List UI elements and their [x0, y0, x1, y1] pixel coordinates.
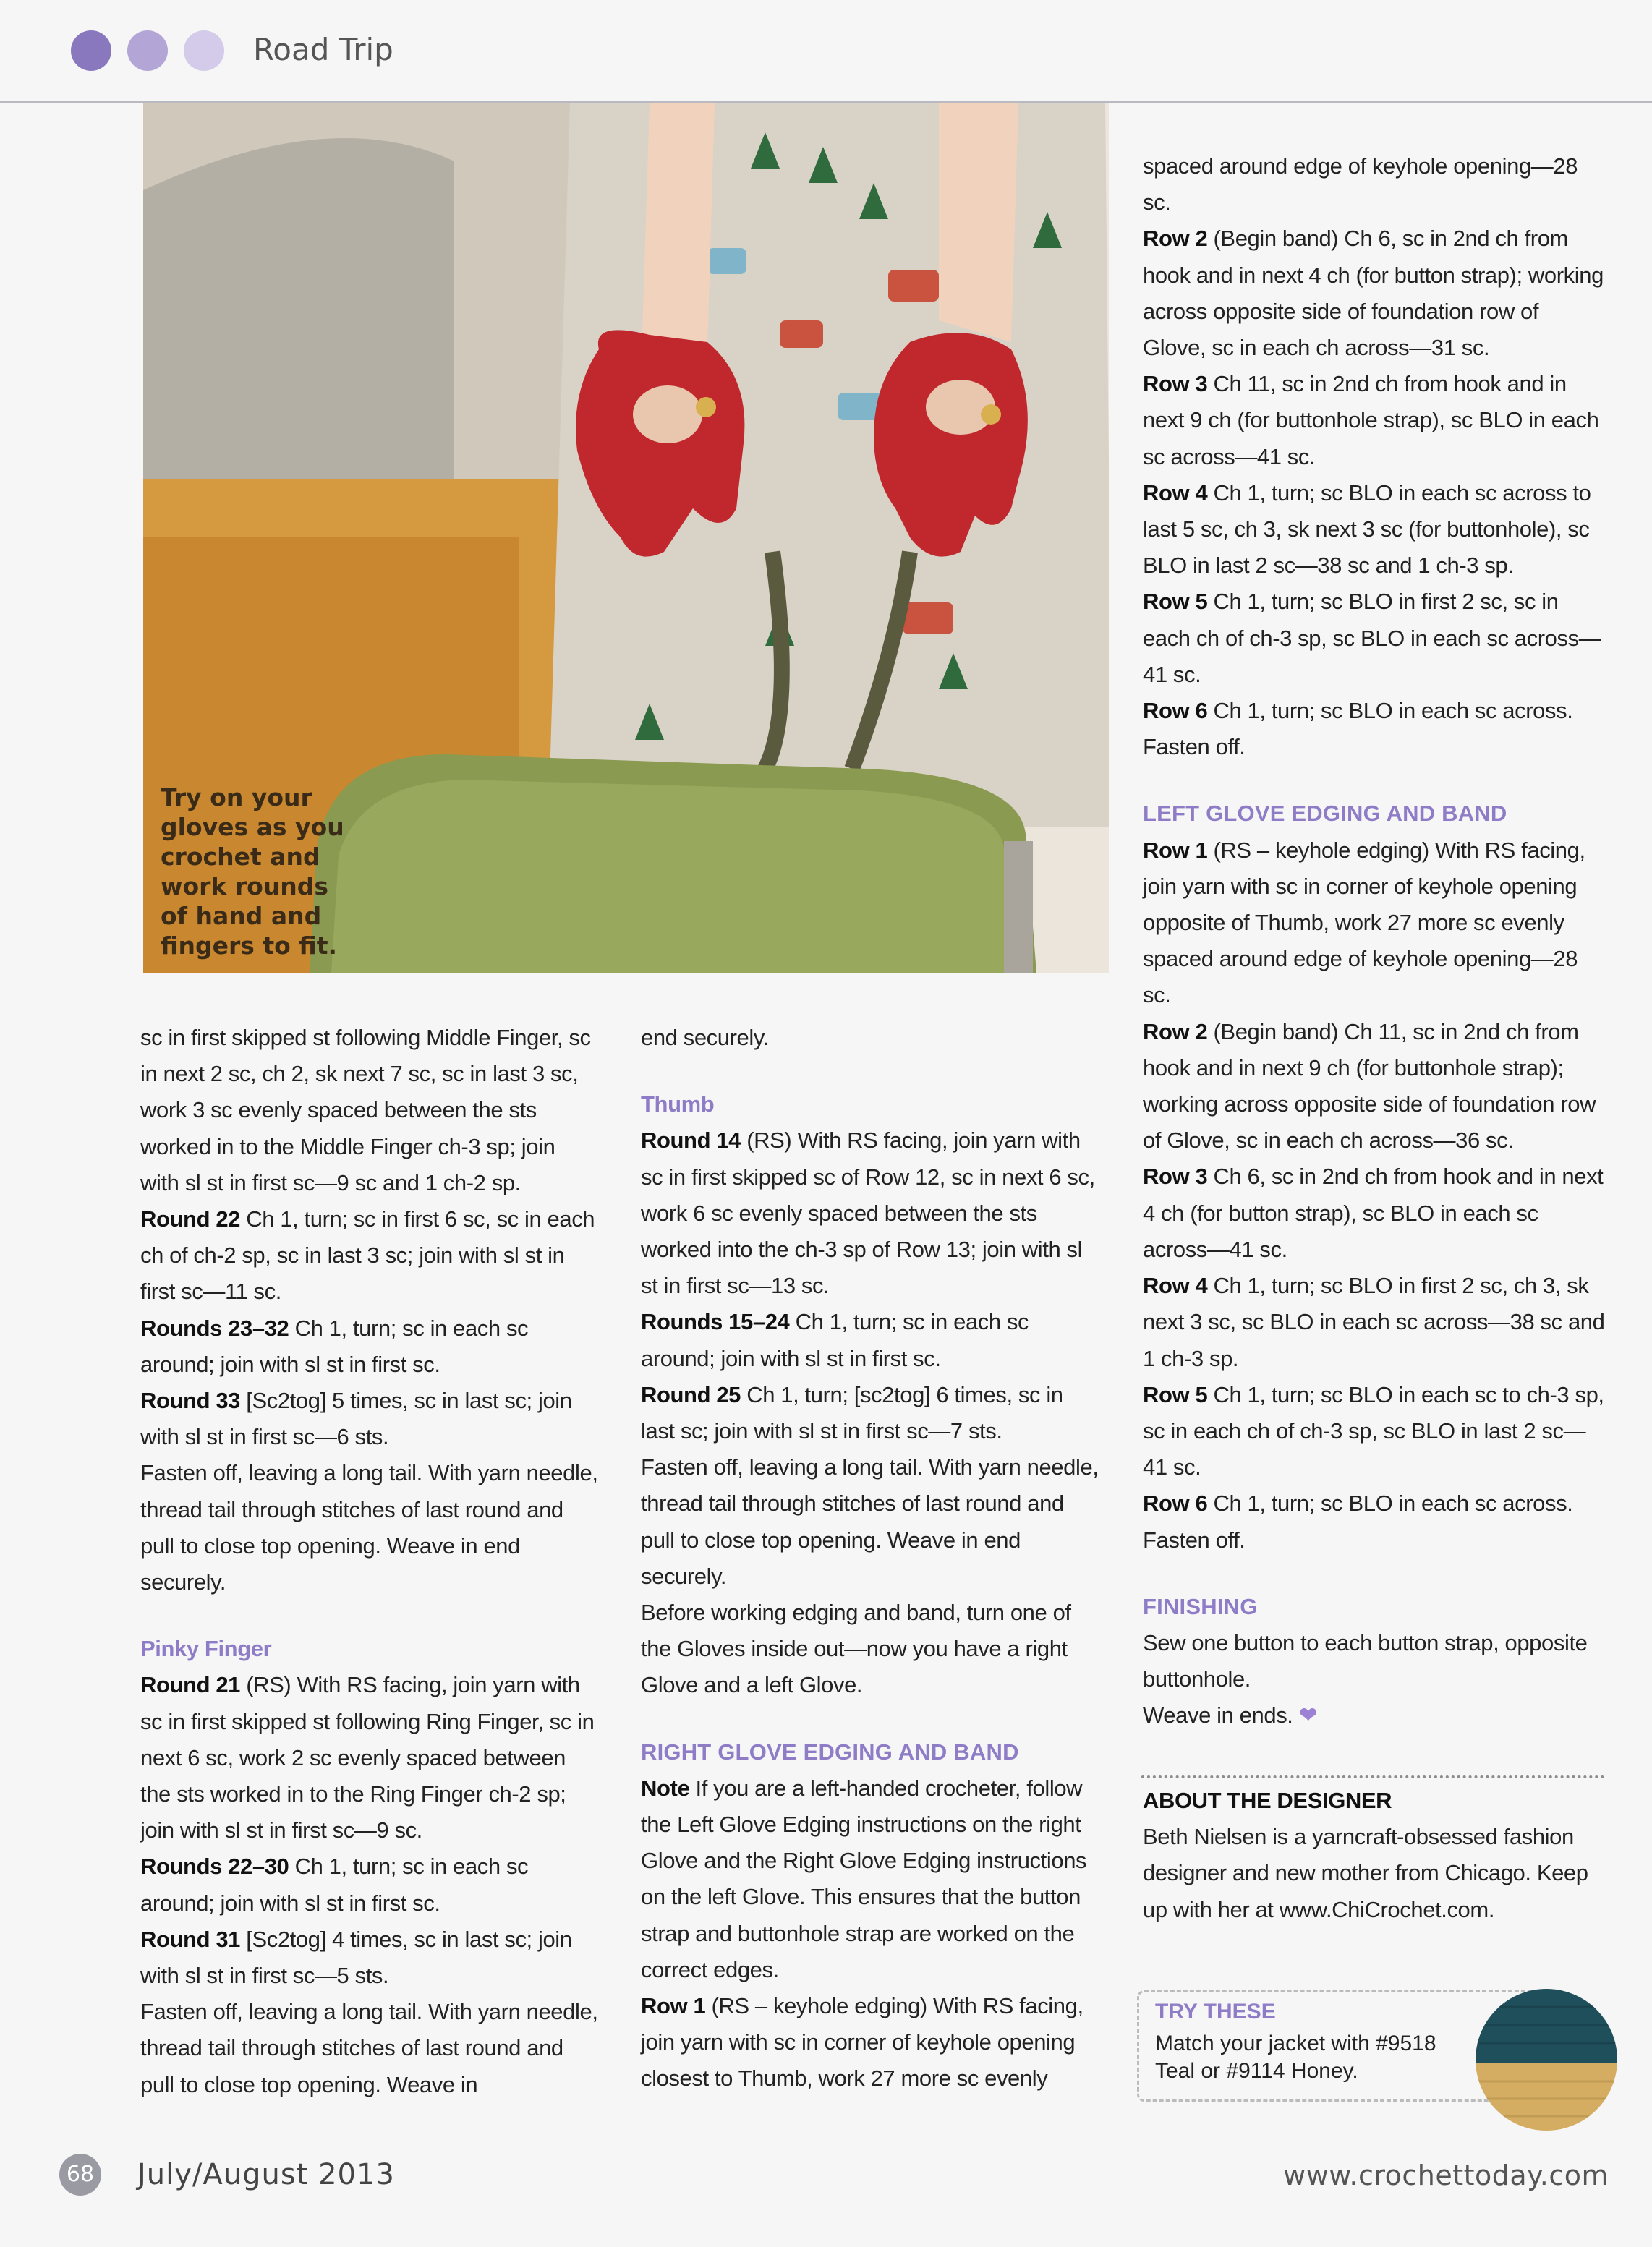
round-33 [140, 1383, 599, 1455]
round-label: Rounds 22–30 [140, 1854, 289, 1880]
round-label: Round 21 [140, 1672, 241, 1698]
right-glove-heading: RIGHT GLOVE EDGING AND BAND [641, 1739, 1019, 1765]
row-text: Ch 1, turn; sc BLO in each sc across to last 5 sc, ch 3, sk next 3 sc (for buttonhole), sc BLO in last 2 sc—38 sc and 1 ch-3 sp. [1143, 479, 1591, 579]
row-label: Row 6 [1143, 698, 1208, 724]
caption-line: work rounds [161, 872, 329, 900]
row-text: (Begin band) Ch 6, sc in 2nd ch from hook and in next 4 ch (for button strap); working across opposite side of foundation row of Glove, sc in each ch across—31 sc. [1143, 226, 1604, 361]
note-label: Note [641, 1775, 690, 1801]
caption-line: gloves as you [161, 813, 344, 841]
weave-in-ends [1143, 1697, 1606, 1734]
round-text: [Sc2tog] 4 times, sc in last sc; join with sl st in first sc—5 sts. [140, 1926, 572, 1989]
weave-text: Weave in ends. [1143, 1702, 1293, 1728]
rounds-23-32 [140, 1310, 599, 1383]
round-label: Round 22 [140, 1206, 241, 1232]
row-text: Ch 1, turn; sc BLO in each sc across. Fasten off. [1143, 1491, 1573, 1553]
row-text: (RS – keyhole edging) With RS facing, join yarn with sc in corner of keyhole opening closest to Thumb, work 27 more sc evenly [641, 1993, 1083, 2092]
left-row-6 [1143, 1485, 1606, 1558]
row-label: Row 4 [1143, 1273, 1208, 1299]
row-text: Ch 11, sc in 2nd ch from hook and in next 9 ch (for buttonhole strap), sc BLO in each sc across—41 sc. [1143, 371, 1599, 469]
photo-caption [161, 783, 421, 960]
right-row-5 [1143, 584, 1606, 693]
thumb-fasten-off: Fasten off, leaving a long tail. With yarn needle, thread tail through stitches of last round and pull to close top opening. Weave in end securely. [641, 1454, 1099, 1589]
about-designer-text: Beth Nielsen is a yarncraft-obsessed fashion designer and new mother from Chicago. Keep up with her at www.ChiCrochet.com. [1143, 1824, 1588, 1922]
header-dot-1 [71, 30, 111, 71]
finishing-heading: FINISHING [1143, 1593, 1258, 1619]
row-label: Row 1 [641, 1993, 706, 2019]
round-label: Rounds 23–32 [140, 1315, 289, 1341]
column-1 [140, 1020, 599, 2103]
pinky-rounds-22-30 [140, 1849, 599, 1921]
round-text: Ch 1, turn; sc in first 6 sc, sc in each ch of ch-2 sp, sc in last 3 sc; join with sl st in first sc—11 sc. [140, 1206, 595, 1305]
row-text: Ch 6, sc in 2nd ch from hook and in next 4 ch (for button strap), sc BLO in each sc across—41 sc. [1143, 1164, 1604, 1262]
row-text: Ch 1, turn; sc BLO in first 2 sc, sc in each ch of ch-3 sp, sc BLO in each sc across—41 sc. [1143, 589, 1601, 687]
column-3 [1143, 148, 1606, 1734]
thumb-round-25 [641, 1377, 1099, 1449]
middle-finger-cont: sc in first skipped st following Middle Finger, sc in next 2 sc, ch 2, sk next 7 sc, sc in last 3 sc, work 3 sc evenly spaced between the sts worked in to the Middle Finger ch-3 sp; join with sl st in first sc—9 sc and 1 ch-2 sp. [140, 1025, 591, 1195]
round-text: [Sc2tog] 5 times, sc in last sc; join with sl st in first sc—6 sts. [140, 1388, 572, 1450]
right-row-3 [1143, 366, 1606, 475]
row-label: Row 2 [1143, 226, 1208, 252]
round-text: (RS) With RS facing, join yarn with sc in first skipped st following Ring Finger, sc in next 6 sc, work 2 sc evenly spaced between the sts worked in to the Ring Finger ch-2 sp; join with sl st in first sc—9 sc. [140, 1672, 595, 1843]
row-label: Row 5 [1143, 1381, 1208, 1407]
row-label: Row 2 [1143, 1018, 1208, 1044]
row-text: Ch 1, turn; sc BLO in each sc across. Fasten off. [1143, 698, 1573, 760]
website-url: www.crochettoday.com [1283, 2159, 1609, 2191]
round-text: (RS) With RS facing, join yarn with sc in first skipped sc of Row 12, sc in next 6 sc, work 6 sc evenly spaced between the sts worked into the ch-3 sp of Row 13; join with sl st in first sc—13 sc. [641, 1127, 1095, 1299]
round-text: Ch 1, turn; sc in each sc around; join with sl st in first sc. [140, 1854, 529, 1916]
try-these-title: TRY THESE [1155, 2000, 1276, 2024]
left-row-3 [1143, 1159, 1606, 1268]
pinky-fasten-off: Fasten off, leaving a long tail. With yarn needle, thread tail through stitches of last round and pull to close top opening. Weave in [140, 1999, 598, 2097]
left-row-1 [1143, 832, 1606, 1014]
round-label: Round 31 [140, 1926, 241, 1952]
about-designer [1143, 1783, 1606, 1928]
round-text: Ch 1, turn; sc in each sc around; join with sl st in first sc. [140, 1315, 529, 1377]
round-label: Round 25 [641, 1381, 741, 1407]
left-row-2 [1143, 1014, 1606, 1159]
try-these-line-1: Match your jacket with #9518 [1155, 2031, 1436, 2055]
row-text: Ch 1, turn; sc BLO in each sc to ch-3 sp, sc in each ch of ch-3 sp, sc BLO in last 2 sc—41 sc. [1143, 1381, 1604, 1480]
heart-icon: ❤ [1298, 1702, 1318, 1728]
row-label: Row 3 [1143, 371, 1208, 397]
thumb-rounds-15-24 [641, 1304, 1099, 1376]
row-label: Row 3 [1143, 1164, 1208, 1190]
caption-line: fingers to fit. [161, 931, 338, 960]
page-number: 68 [59, 2154, 101, 2196]
fasten-off-text: Fasten off, leaving a long tail. With yarn needle, thread tail through stitches of last round and pull to close top opening. Weave in end securely. [140, 1460, 598, 1595]
pinky-round-31 [140, 1922, 599, 1994]
yarn-swatch [1476, 1989, 1617, 2131]
caption-line: crochet and [161, 843, 320, 871]
row-label: Row 4 [1143, 479, 1208, 506]
round-22 [140, 1201, 599, 1310]
column-3-cont: spaced around edge of keyhole opening—28 sc. [1143, 153, 1578, 216]
right-row-4 [1143, 475, 1606, 584]
right-row-2 [1143, 221, 1606, 366]
left-row-4 [1143, 1268, 1606, 1377]
row-text: (Begin band) Ch 11, sc in 2nd ch from hook and in next 9 ch (for buttonhole strap); working across opposite side of foundation row of Glove, sc in each ch across—36 sc. [1143, 1018, 1596, 1154]
caption-line: Try on your [161, 783, 312, 811]
row-label: Row 1 [1143, 837, 1208, 863]
left-glove-heading: LEFT GLOVE EDGING AND BAND [1143, 801, 1507, 827]
thumb-heading: Thumb [641, 1091, 715, 1117]
row-text: (RS – keyhole edging) With RS facing, join yarn with sc in corner of keyhole opening opposite of Thumb, work 27 more sc evenly spaced around edge of keyhole opening—28 sc. [1143, 837, 1585, 1008]
pinky-round-21 [140, 1667, 599, 1849]
header-dot-3 [184, 30, 224, 71]
round-text: Ch 1, turn; sc in each sc around; join with sl st in first sc. [641, 1309, 1029, 1371]
try-these-line-2: Teal or #9114 Honey. [1155, 2059, 1358, 2083]
pinky-finger-heading: Pinky Finger [140, 1636, 272, 1662]
round-label: Round 14 [641, 1127, 741, 1154]
thumb-round-14 [641, 1122, 1099, 1304]
right-row-6 [1143, 693, 1606, 765]
row-label: Row 5 [1143, 589, 1208, 615]
round-text: Ch 1, turn; [sc2tog] 6 times, sc in last sc; join with sl st in first sc—7 sts. [641, 1381, 1063, 1444]
header-dot-2 [127, 30, 168, 71]
row-label: Row 6 [1143, 1491, 1208, 1517]
before-edging-text: Before working edging and band, turn one of the Gloves inside out—now you have a right Glove and a left Glove. [641, 1600, 1071, 1698]
round-label: Rounds 15–24 [641, 1309, 790, 1335]
right-row-1 [641, 1988, 1099, 2097]
note-text: If you are a left-handed crocheter, follow the Left Glove Edging instructions on the right Glove and the Right Glove Edging instructions on the left Glove. This ensures that the button strap and buttonhole strap are worked on the correct edges. [641, 1775, 1087, 1982]
left-handed-note [641, 1770, 1099, 1988]
about-designer-heading: ABOUT THE DESIGNER [1143, 1788, 1392, 1813]
finishing-text: Sew one button to each button strap, opposite buttonhole. [1143, 1629, 1588, 1692]
section-title: Road Trip [253, 32, 393, 67]
column-2 [641, 1020, 1099, 2097]
round-label: Round 33 [140, 1388, 241, 1414]
row-text: Ch 1, turn; sc BLO in first 2 sc, ch 3, sk next 3 sc, sc BLO in each sc across—38 sc and 1 ch-3 sp. [1143, 1273, 1605, 1371]
left-row-5 [1143, 1377, 1606, 1486]
caption-line: of hand and [161, 902, 322, 930]
designer-divider [1141, 1775, 1604, 1778]
column-2-cont: end securely. [641, 1025, 769, 1050]
issue-date: July/August 2013 [137, 2158, 395, 2191]
